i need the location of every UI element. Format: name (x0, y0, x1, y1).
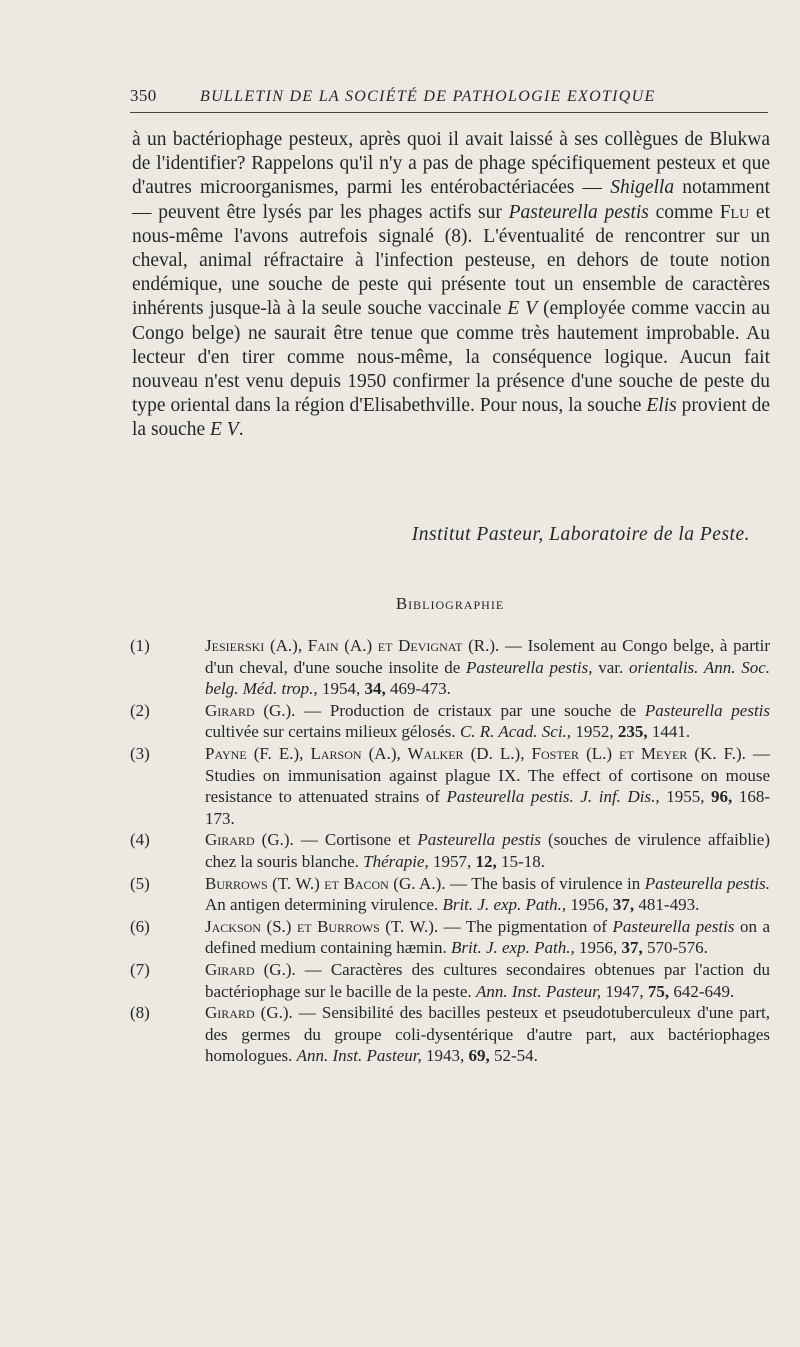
reference-year: 1957, (428, 851, 476, 871)
reference-italic: Pasteurella pestis (417, 830, 541, 850)
reference-year: 1952, (571, 722, 618, 742)
reference-text (205, 1002, 770, 1067)
reference-number: (8) (130, 1003, 150, 1023)
reference-volume: 37, (621, 938, 643, 958)
reference-list (130, 635, 770, 1067)
reference-authors: Burrows (T. W.) et Bacon (G. A.). (205, 873, 446, 893)
reference-text (205, 916, 770, 959)
journal-title: BULLETIN DE LA SOCIÉTÉ DE PATHOLOGIE EXOTIQUE (200, 88, 656, 105)
reference-number: (3) (130, 743, 150, 763)
reference-volume: 69, (468, 1046, 490, 1066)
reference-journal: Brit. J. exp. Path., (451, 938, 575, 958)
reference-number: (7) (130, 959, 150, 979)
reference-title: cultivée sur certains milieux gélosés. (205, 722, 460, 742)
reference-title: An antigen determining virulence. (205, 895, 443, 915)
body-text-run: . (238, 419, 244, 441)
reference-title: — Isolement au Congo belge, à partir d'un cheval, d'une souche insolite de (205, 636, 770, 677)
reference-volume: 75, (647, 981, 670, 1001)
bibliography-heading: Bibliographie (395, 594, 505, 613)
reference-year: 1943, (421, 1046, 469, 1066)
reference-pages: 52-54. (489, 1046, 538, 1066)
reference-year: 1956, (574, 938, 622, 958)
reference-number: (4) (130, 830, 150, 850)
reference-year: 1955, (659, 787, 712, 807)
reference-journal: C. R. Acad. Sci., (459, 722, 572, 742)
reference-number: (5) (130, 873, 150, 893)
reference-authors: Girard (G.). (205, 700, 296, 720)
body-text-run: notamment — peuvent être lysés par les phages actifs sur (132, 177, 770, 223)
reference-title: (souches de virulence affaiblie) chez la souris blanche. (205, 830, 770, 871)
page-number: 350 (130, 86, 157, 105)
reference-italic: Pasteurella pestis (644, 700, 771, 720)
reference-volume: 37, (612, 895, 635, 915)
reference-item (130, 829, 770, 872)
reference-pages: 168-173. (205, 787, 771, 828)
reference-title: — Production de cristaux par une souche de (295, 700, 645, 720)
italic-term: Elis (646, 395, 677, 417)
reference-item (130, 635, 770, 700)
reference-title: — Studies on immunisation against plague IX. The effect of cortisone on mouse resistance to attenuated strains of (205, 743, 771, 807)
reference-italic: Pasteurella pestis, (466, 657, 593, 677)
reference-title: var. (592, 657, 629, 677)
reference-pages: 570-576. (642, 938, 708, 958)
reference-title: — Sensibilité des bacilles pesteux et pseudotuberculeux d'une part, des germes du groupe coli-dysentérique d'autre part, aux bactériophages homologues. (205, 1003, 770, 1066)
reference-authors: Girard (G.). (205, 830, 294, 850)
reference-authors: Girard (G.). (205, 1003, 293, 1023)
reference-authors: Jackson (S.) et Burrows (T. W.). (205, 916, 439, 936)
reference-title: — Caractères des cultures secondaires obtenues par l'action du bactériophage sur le bacille de la peste. (205, 959, 770, 1001)
reference-italic: Pasteurella pestis. (644, 873, 770, 893)
italic-term: Shigella (610, 177, 675, 199)
reference-text (205, 873, 770, 916)
reference-pages: 481-493. (634, 895, 700, 915)
reference-title: — Cortisone et (293, 830, 418, 850)
reference-pages: 469-473. (385, 679, 451, 699)
reference-volume: 96, (711, 787, 733, 807)
reference-number: (6) (130, 916, 150, 936)
reference-journal: Thérapie, (363, 851, 429, 871)
reference-text (205, 959, 770, 1002)
body-paragraph (132, 128, 770, 443)
body-text-run: provient de la souche (132, 395, 771, 441)
author-name: Flu (719, 201, 750, 223)
institution-signature: Institut Pasteur, Laboratoire de la Peste. (411, 524, 750, 545)
running-header (130, 86, 768, 113)
italic-term: E V (209, 419, 239, 441)
reference-number: (1) (130, 636, 150, 655)
reference-pages: 1441. (647, 722, 691, 742)
reference-title: — The pigmentation of (438, 916, 613, 936)
reference-year: 1956, (566, 895, 613, 915)
reference-journal: Brit. J. exp. Path., (442, 895, 567, 915)
reference-item (130, 873, 770, 916)
reference-authors: Jesierski (A.), Fain (A.) et Devignat (R.). (205, 636, 500, 655)
reference-year: 1954, (317, 679, 365, 699)
reference-title: — The basis of virulence in (445, 873, 645, 893)
body-text-run: comme (648, 201, 720, 223)
reference-italic: Pasteurella pestis. J. inf. Dis., (446, 787, 660, 807)
reference-italic: Pasteurella pestis (612, 916, 735, 936)
reference-text (205, 700, 770, 743)
reference-item (130, 916, 770, 959)
reference-text (205, 829, 770, 872)
reference-volume: 12, (475, 851, 497, 871)
reference-item (130, 1002, 770, 1067)
reference-pages: 642-649. (669, 981, 735, 1001)
reference-year: 1947, (601, 981, 648, 1001)
reference-journal: orientalis. Ann. Soc. belg. Méd. trop., (205, 657, 771, 699)
reference-authors: Payne (F. E.), Larson (A.), Walker (D. L.), Foster (L.) et Meyer (K. F.). (205, 743, 746, 763)
reference-italic: Ann. Inst. Pasteur, (296, 1046, 422, 1066)
reference-item (130, 743, 770, 829)
body-text-run: (employée comme vaccin au Congo belge) ne saurait être tenue que comme très hautement improbable. Au lecteur d'en tirer comme nous-même, la conséquence logique. Aucun fait nouveau n'est venu depuis 1950 confirmer la présence d'une souche de peste du type oriental dans la région d'Elisabethville. Pour nous, la souche (132, 298, 770, 417)
reference-title: on a defined medium containing hæmin. (205, 916, 770, 958)
reference-authors: Girard (G.). (205, 959, 296, 979)
reference-number: (2) (130, 700, 150, 720)
italic-term: E V (507, 298, 538, 320)
reference-item (130, 700, 770, 743)
reference-text (205, 743, 770, 829)
reference-item (130, 959, 770, 1002)
reference-pages: 15-18. (496, 851, 545, 871)
reference-text (205, 635, 770, 700)
reference-volume: 34, (364, 679, 386, 699)
reference-volume: 235, (617, 722, 648, 742)
body-text-run: et nous-même l'avons autrefois signalé (8). L'éventualité de rencontrer sur un cheval, animal réfractaire à l'infection pesteuse, en dehors de toute notion endémique, une souche de peste qui présente tout un ensemble de caractères inhérents jusque-là à la seule souche vaccinale (132, 201, 770, 320)
italic-term: Pasteurella pestis (508, 201, 649, 223)
body-text-run: à un bactériophage pesteux, après quoi il avait laissé à ses collègues de Blukwa de l'identifier? Rappelons qu'il n'y a pas de phage spécifiquement pesteux et que d'autres microorganismes, parmi les entérobactériacées — (132, 129, 770, 199)
reference-italic: Ann. Inst. Pasteur, (475, 981, 602, 1001)
